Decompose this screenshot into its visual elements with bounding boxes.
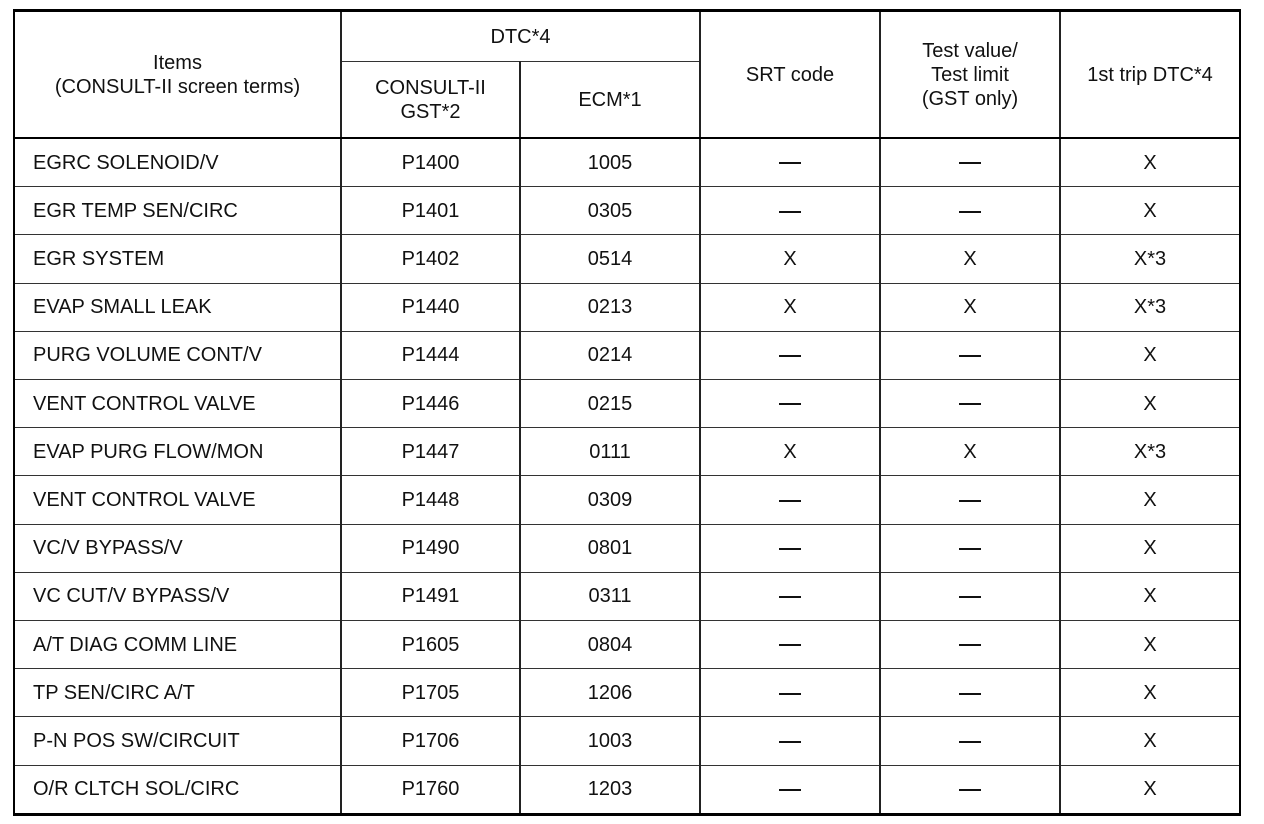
cell-srt-code xyxy=(700,621,880,669)
cell-item: O/R CLTCH SOL/CIRC xyxy=(14,765,341,814)
cell-srt-code xyxy=(700,572,880,620)
dash-mark xyxy=(779,500,801,502)
table-row xyxy=(14,428,1240,476)
cell-first-trip: X xyxy=(1060,669,1240,717)
cell-ecm-code: 0804 xyxy=(520,621,700,669)
cell-consult-code: P1446 xyxy=(341,380,520,428)
cell-consult-code: P1401 xyxy=(341,187,520,235)
cell-test-value: X xyxy=(880,283,1060,331)
cell-first-trip: X xyxy=(1060,476,1240,524)
cell-ecm-code: 0801 xyxy=(520,524,700,572)
dash-mark xyxy=(779,211,801,213)
dash-mark xyxy=(779,355,801,357)
header-first-trip-dtc: 1st trip DTC*4 xyxy=(1060,11,1240,139)
cell-test-value xyxy=(880,524,1060,572)
table-row xyxy=(14,765,1240,814)
header-items-line-2: (CONSULT-II screen terms) xyxy=(54,75,301,98)
cell-test-value xyxy=(880,717,1060,765)
cell-first-trip: X xyxy=(1060,331,1240,379)
dash-mark xyxy=(959,644,981,646)
dtc-table xyxy=(13,9,1241,816)
cell-srt-code xyxy=(700,717,880,765)
header-test-line-3: (GST only) xyxy=(921,87,1019,110)
table-row xyxy=(14,187,1240,235)
cell-item: TP SEN/CIRC A/T xyxy=(14,669,341,717)
cell-item: EVAP PURG FLOW/MON xyxy=(14,428,341,476)
table-row xyxy=(14,524,1240,572)
cell-item: EVAP SMALL LEAK xyxy=(14,283,341,331)
cell-consult-code: P1490 xyxy=(341,524,520,572)
cell-ecm-code: 1206 xyxy=(520,669,700,717)
table-row xyxy=(14,717,1240,765)
dash-mark xyxy=(959,162,981,164)
cell-ecm-code: 1203 xyxy=(520,765,700,814)
cell-consult-code: P1760 xyxy=(341,765,520,814)
cell-first-trip: X*3 xyxy=(1060,235,1240,283)
header-consult-line-1: CONSULT-II xyxy=(375,76,486,99)
cell-test-value: X xyxy=(880,428,1060,476)
cell-consult-code: P1400 xyxy=(341,138,520,187)
dash-mark xyxy=(779,162,801,164)
cell-first-trip: X xyxy=(1060,524,1240,572)
cell-consult-code: P1447 xyxy=(341,428,520,476)
cell-item: EGR SYSTEM xyxy=(14,235,341,283)
header-consult-line-2: GST*2 xyxy=(400,100,461,123)
dash-mark xyxy=(959,741,981,743)
cell-test-value xyxy=(880,476,1060,524)
cell-consult-code: P1444 xyxy=(341,331,520,379)
cell-ecm-code: 0215 xyxy=(520,380,700,428)
dash-mark xyxy=(959,211,981,213)
cell-srt-code xyxy=(700,331,880,379)
cell-consult-code: P1605 xyxy=(341,621,520,669)
header-ecm: ECM*1 xyxy=(520,62,700,139)
table-row xyxy=(14,331,1240,379)
cell-srt-code xyxy=(700,765,880,814)
cell-first-trip: X xyxy=(1060,187,1240,235)
cell-test-value xyxy=(880,765,1060,814)
table-row xyxy=(14,283,1240,331)
cell-consult-code: P1448 xyxy=(341,476,520,524)
cell-ecm-code: 0514 xyxy=(520,235,700,283)
cell-item: VC/V BYPASS/V xyxy=(14,524,341,572)
cell-srt-code: X xyxy=(700,235,880,283)
dash-mark xyxy=(959,355,981,357)
cell-first-trip: X xyxy=(1060,765,1240,814)
cell-first-trip: X*3 xyxy=(1060,283,1240,331)
header-dtc: DTC*4 xyxy=(341,11,700,62)
cell-ecm-code: 1005 xyxy=(520,138,700,187)
cell-srt-code xyxy=(700,138,880,187)
header-consult-gst xyxy=(341,62,520,139)
table-row xyxy=(14,572,1240,620)
cell-first-trip: X xyxy=(1060,138,1240,187)
cell-first-trip: X xyxy=(1060,717,1240,765)
cell-ecm-code: 0309 xyxy=(520,476,700,524)
header-items xyxy=(14,11,341,139)
cell-test-value xyxy=(880,138,1060,187)
cell-ecm-code: 0305 xyxy=(520,187,700,235)
dash-mark xyxy=(959,500,981,502)
table-row xyxy=(14,235,1240,283)
table-row xyxy=(14,380,1240,428)
cell-first-trip: X*3 xyxy=(1060,428,1240,476)
cell-item: EGRC SOLENOID/V xyxy=(14,138,341,187)
cell-ecm-code: 0213 xyxy=(520,283,700,331)
header-test-value xyxy=(880,11,1060,139)
cell-srt-code: X xyxy=(700,283,880,331)
dash-mark xyxy=(779,403,801,405)
cell-srt-code xyxy=(700,476,880,524)
cell-test-value xyxy=(880,669,1060,717)
dash-mark xyxy=(779,693,801,695)
cell-test-value xyxy=(880,621,1060,669)
cell-srt-code xyxy=(700,669,880,717)
cell-srt-code xyxy=(700,380,880,428)
cell-first-trip: X xyxy=(1060,380,1240,428)
cell-item: EGR TEMP SEN/CIRC xyxy=(14,187,341,235)
table-row xyxy=(14,621,1240,669)
cell-test-value xyxy=(880,572,1060,620)
dash-mark xyxy=(779,741,801,743)
dash-mark xyxy=(779,644,801,646)
cell-test-value xyxy=(880,380,1060,428)
cell-ecm-code: 1003 xyxy=(520,717,700,765)
cell-first-trip: X xyxy=(1060,621,1240,669)
cell-srt-code xyxy=(700,524,880,572)
cell-test-value: X xyxy=(880,235,1060,283)
cell-test-value xyxy=(880,331,1060,379)
table-body xyxy=(14,138,1240,815)
header-items-line-1: Items xyxy=(153,51,202,74)
table-header xyxy=(14,11,1240,139)
cell-consult-code: P1491 xyxy=(341,572,520,620)
cell-ecm-code: 0214 xyxy=(520,331,700,379)
header-test-line-2: Test limit xyxy=(931,63,1009,86)
cell-item: PURG VOLUME CONT/V xyxy=(14,331,341,379)
cell-consult-code: P1402 xyxy=(341,235,520,283)
cell-item: P-N POS SW/CIRCUIT xyxy=(14,717,341,765)
cell-srt-code xyxy=(700,187,880,235)
dash-mark xyxy=(779,789,801,791)
cell-item: VENT CONTROL VALVE xyxy=(14,380,341,428)
cell-srt-code: X xyxy=(700,428,880,476)
dash-mark xyxy=(959,596,981,598)
dash-mark xyxy=(959,548,981,550)
cell-item: VC CUT/V BYPASS/V xyxy=(14,572,341,620)
dash-mark xyxy=(959,789,981,791)
cell-test-value xyxy=(880,187,1060,235)
table-row xyxy=(14,138,1240,187)
cell-item: VENT CONTROL VALVE xyxy=(14,476,341,524)
dash-mark xyxy=(779,548,801,550)
header-test-line-1: Test value/ xyxy=(922,39,1018,62)
cell-first-trip: X xyxy=(1060,572,1240,620)
table-row xyxy=(14,669,1240,717)
header-srt-code: SRT code xyxy=(700,11,880,139)
dash-mark xyxy=(959,693,981,695)
cell-consult-code: P1705 xyxy=(341,669,520,717)
cell-consult-code: P1706 xyxy=(341,717,520,765)
cell-item: A/T DIAG COMM LINE xyxy=(14,621,341,669)
table-row xyxy=(14,476,1240,524)
dash-mark xyxy=(959,403,981,405)
cell-ecm-code: 0311 xyxy=(520,572,700,620)
cell-consult-code: P1440 xyxy=(341,283,520,331)
cell-ecm-code: 0111 xyxy=(520,428,700,476)
dash-mark xyxy=(779,596,801,598)
